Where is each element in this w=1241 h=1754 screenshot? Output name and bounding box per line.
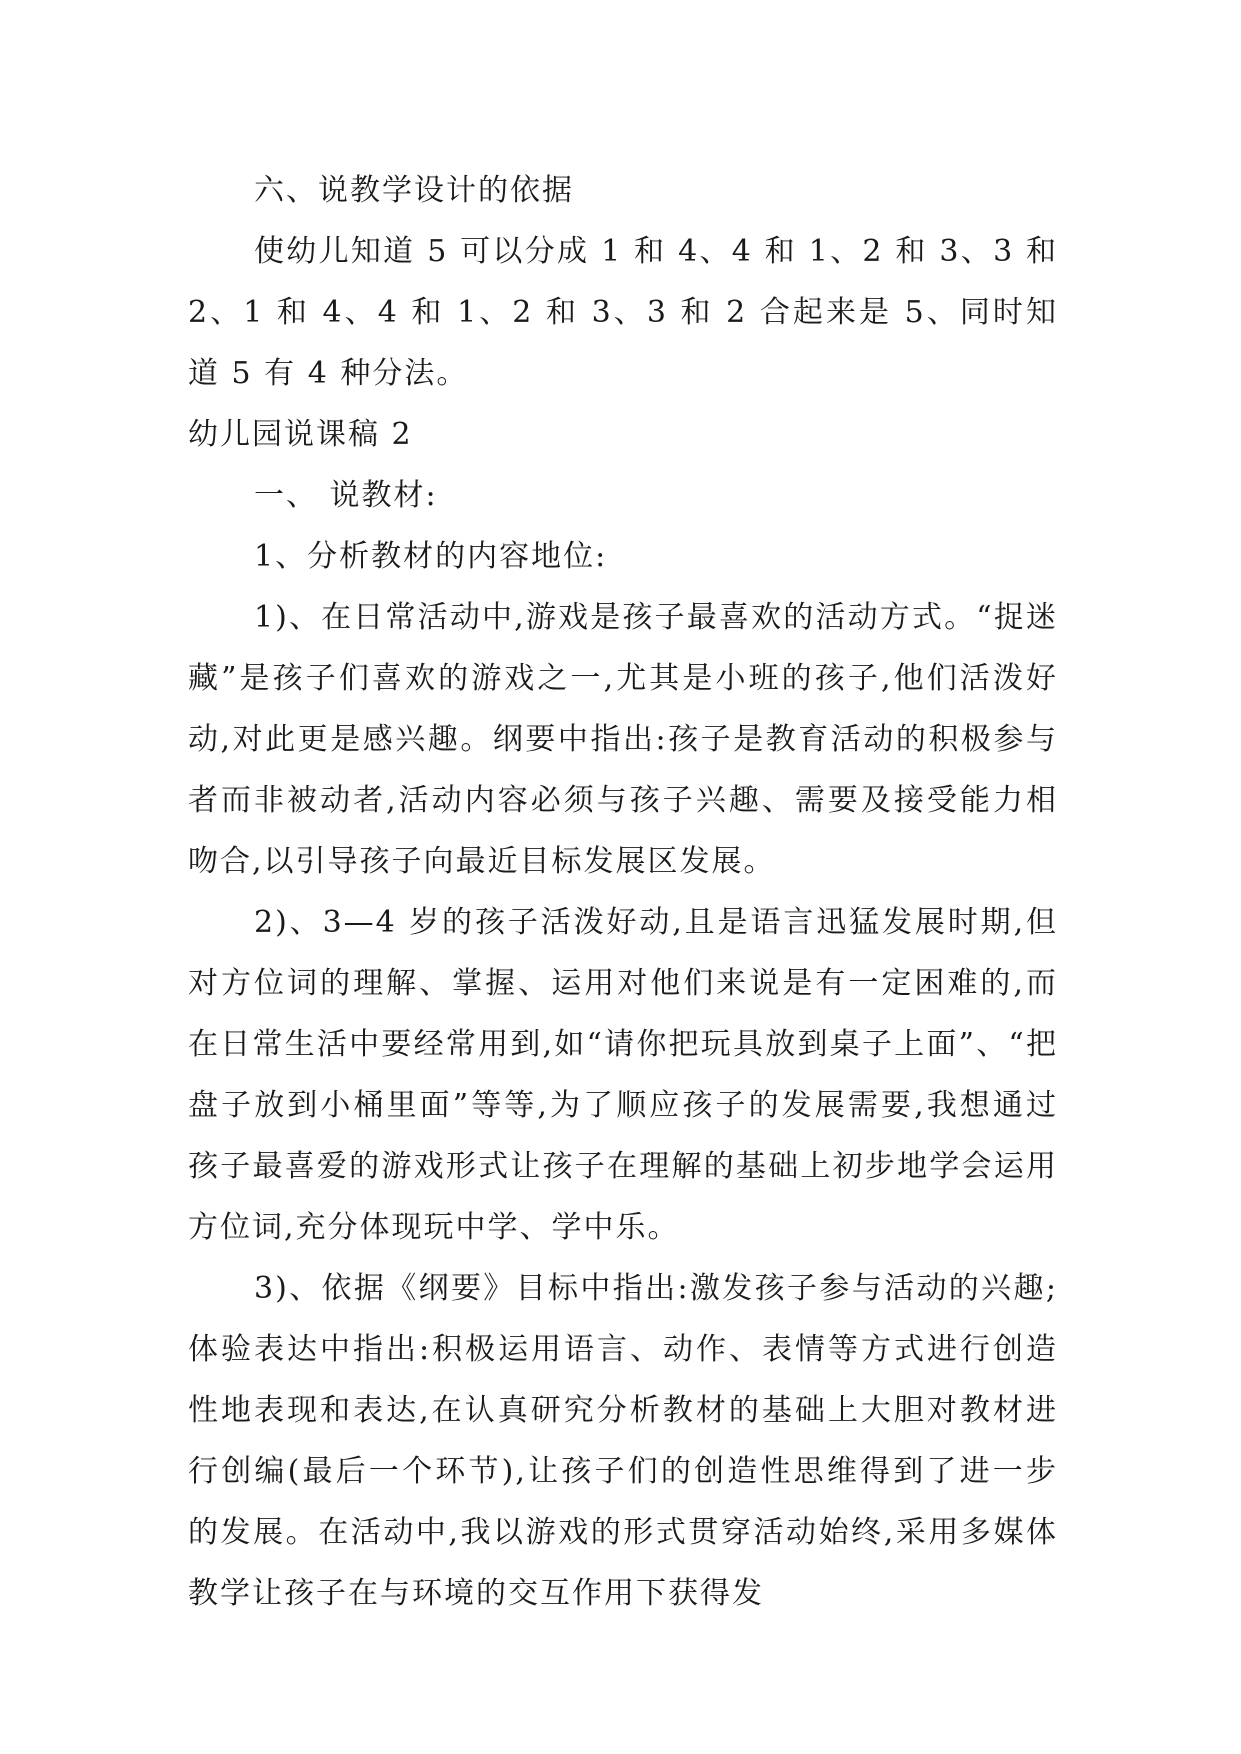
document-subtitle: 幼儿园说课稿 2 xyxy=(188,417,413,452)
section-heading-teaching-material: 一、 说教材: xyxy=(254,478,438,513)
paragraph-point-1: 1)、在日常活动中,游戏是孩子最喜欢的活动方式。“捉迷藏”是孩子们喜欢的游戏之一,尤其是小班的孩子,他们活泼好动,对此更是感兴趣。纲要中指出:孩子是教育活动的积极参与者而非被动者,活动内容必须与孩子兴趣、需要及接受能力相吻合,以引导孩子向最近目标发展区发展。 xyxy=(188,600,1058,879)
subsection-heading-content-position: 1、分析教材的内容地位: xyxy=(254,539,608,574)
paragraph-number-five-split: 使幼儿知道 5 可以分成 1 和 4、4 和 1、2 和 3、3 和 2、1 和 4、4 和 1、2 和 3、3 和 2 合起来是 5、同时知道 5 有 4 种分法。 xyxy=(188,234,1058,391)
paragraph-point-2: 2)、3—4 岁的孩子活泼好动,且是语言迅猛发展时期,但对方位词的理解、掌握、运用对他们来说是有一定困难的,而在日常生活中要经常用到,如“请你把玩具放到桌子上面”、“把盘子放到小桶里面”等等,为了顺应孩子的发展需要,我想通过孩子最喜爱的游戏形式让孩子在理解的基础上初步地学会运用方位词,充分体现玩中学、学中乐。 xyxy=(188,905,1058,1245)
section-heading-teaching-design-basis: 六、说教学设计的依据 xyxy=(254,173,574,208)
document-body xyxy=(188,160,1058,1624)
paragraph-point-3: 3)、依据《纲要》目标中指出:激发孩子参与活动的兴趣;体验表达中指出:积极运用语言、动作、表情等方式进行创造性地表现和表达,在认真研究分析教材的基础上大胆对教材进行创编(最后一个环节),让孩子们的创造性思维得到了进一步的发展。在活动中,我以游戏的形式贯穿活动始终,采用多媒体教学让孩子在与环境的交互作用下获得发 xyxy=(188,1271,1058,1611)
